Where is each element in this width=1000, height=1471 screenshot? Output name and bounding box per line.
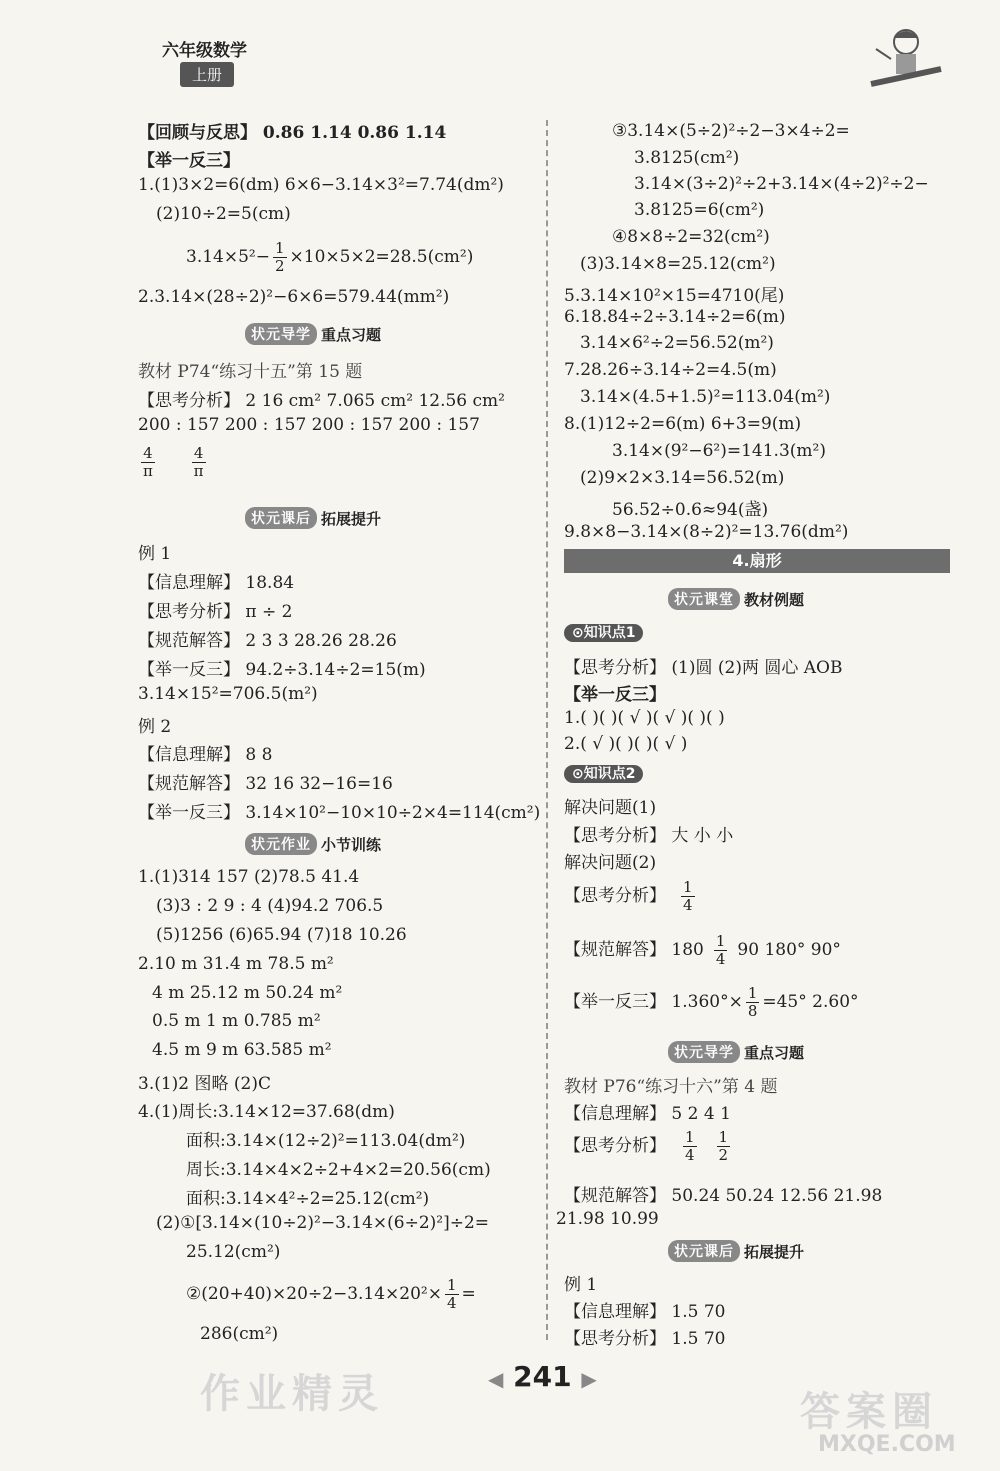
text-line: 【信息理解】 8 8 [138, 745, 273, 765]
text-line: 解决问题(2) [564, 853, 657, 873]
text-line: 2.( √ )( )( )( √ ) [564, 734, 688, 754]
text-line: 3.8125=6(cm²) [634, 200, 765, 220]
text-line: 【回顾与反思】 0.86 1.14 0.86 1.14 [138, 123, 447, 143]
column-divider [546, 120, 548, 1340]
text-line: (5)1256 (6)65.94 (7)18 10.26 [156, 925, 407, 945]
text-line: 【思考分析】 (1)圆 (2)两 圆心 AOB [564, 658, 843, 678]
text-line: 1.( )( )( √ )( √ )( )( ) [564, 708, 725, 728]
formula-line: 【规范解答】 180 $\frac{1}{4}$ 90 180° 90° [564, 932, 841, 968]
knowledge-point-badge: ⊙知识点2 [564, 763, 643, 783]
text-line: 【思考分析】 1.5 70 [564, 1329, 726, 1349]
text-line: 3.14×15²=706.5(m²) [138, 684, 318, 704]
text-line: 面积:3.14×(12÷2)²=113.04(dm²) [186, 1131, 466, 1151]
text-line: 【规范解答】 32 16 32−16=16 [138, 774, 393, 794]
text-line: 286(cm²) [200, 1324, 279, 1344]
text-line: (2)9×2×3.14=56.52(m) [580, 468, 785, 488]
text-line: 例 2 [138, 717, 172, 737]
text-line: (2)①[3.14×(10÷2)²−3.14×(6÷2)²]÷2= [156, 1213, 490, 1233]
text-line: 【举一反三】 [138, 151, 240, 171]
text-line: 1.(1)314 157 (2)78.5 41.4 [138, 867, 360, 887]
text-line: 21.98 10.99 [556, 1209, 659, 1229]
text-line: 9.8×8−3.14×(8÷2)²=13.76(dm²) [564, 522, 849, 542]
text-line: 8.(1)12÷2=6(m) 6+3=9(m) [564, 414, 802, 434]
text-line: 25.12(cm²) [186, 1242, 281, 1262]
text-line: 1.(1)3×2=6(dm) 6×6−3.14×3²=7.74(dm²) [138, 175, 504, 195]
text-line: 3.14×(4.5+1.5)²=113.04(m²) [580, 387, 831, 407]
watermark-text: 作业精灵 [200, 1371, 384, 1417]
formula-line: 【举一反三】 1.360°× $\frac{1}{8}$ =45° 2.60° [564, 984, 859, 1020]
section-title: 4.扇形 [564, 549, 950, 573]
watermark-logo: 答案圈 [800, 1389, 938, 1435]
section-banner: 状元课后 拓展提升 [668, 1239, 804, 1263]
text-line: 【思考分析】 2 16 cm² 7.065 cm² 12.56 cm² [138, 391, 505, 411]
text-line: ④8×8÷2=32(cm²) [612, 227, 770, 247]
section-banner: 状元课后 拓展提升 [245, 506, 381, 530]
text-line: 解决问题(1) [564, 798, 657, 818]
text-line: 3.14×6²÷2=56.52(m²) [580, 333, 774, 353]
text-line: 【规范解答】 2 3 3 28.26 28.26 [138, 631, 397, 651]
text-line: ③3.14×(5÷2)²÷2−3×4÷2= [612, 121, 850, 141]
text-line: 【信息理解】 18.84 [138, 573, 295, 593]
fractions-line: $\frac{4}{\pi}$ $\frac{4}{\pi}$ [143, 444, 204, 480]
knowledge-point-badge: ⊙知识点1 [564, 622, 643, 642]
text-line: 【举一反三】 3.14×10²−10×10÷2×4=114(cm²) [138, 803, 541, 823]
formula-line: ②(20+40)×20÷2−3.14×20²× $\frac{1}{4}$ = [186, 1276, 476, 1312]
formula-line: 【思考分析】 $\frac{1}{4}$ $\frac{1}{2}$ [564, 1128, 729, 1164]
text-line: 3.(1)2 图略 (2)C [138, 1074, 272, 1094]
text-line: 【思考分析】 π ÷ 2 [138, 602, 293, 622]
text-line: 3.14×(9²−6²)=141.3(m²) [612, 441, 826, 461]
text-line: 2.3.14×(28÷2)²−6×6=579.44(mm²) [138, 287, 450, 307]
section-banner: 状元导学 重点习题 [245, 322, 381, 346]
text-line: 【思考分析】 大 小 小 [564, 826, 734, 846]
formula-line: 3.14×5²− $\frac{1}{2}$ ×10×5×2=28.5(cm²) [186, 239, 474, 275]
text-line: 【举一反三】 94.2÷3.14÷2=15(m) [138, 660, 426, 680]
text-line: 0.5 m 1 m 0.785 m² [152, 1011, 321, 1031]
text-line: 4.(1)周长:3.14×12=37.68(dm) [138, 1102, 395, 1122]
arrow-left-icon: ◀ [488, 1367, 504, 1391]
text-line: 4 m 25.12 m 50.24 m² [152, 983, 343, 1003]
text-line: 5.3.14×10²×15=4710(尾) [564, 286, 785, 306]
text-line: 【信息理解】 1.5 70 [564, 1302, 726, 1322]
volume-tag: 上册 [180, 62, 234, 87]
section-banner: 状元课堂 教材例题 [668, 587, 804, 611]
text-line: (3)3.14×8=25.12(cm²) [580, 254, 776, 274]
text-line: 3.14×(3÷2)²÷2+3.14×(4÷2)²÷2− [634, 174, 929, 194]
watermark-url: MXQE.COM [818, 1432, 956, 1457]
text-line: 200 : 157 200 : 157 200 : 157 200 : 157 [138, 415, 480, 435]
text-line: 周长:3.14×4×2÷2+4×2=20.56(cm) [186, 1160, 491, 1180]
text-line: 56.52÷0.6≈94(盏) [612, 500, 769, 520]
section-banner: 状元作业 小节训练 [245, 832, 381, 856]
formula-line: 【思考分析】 $\frac{1}{4}$ [564, 878, 693, 914]
book-title: 六年级数学 [162, 41, 247, 61]
text-line: (2)10÷2=5(cm) [156, 204, 291, 224]
text-line: 4.5 m 9 m 63.585 m² [152, 1040, 332, 1060]
text-line: 面积:3.14×4²÷2=25.12(cm²) [186, 1189, 430, 1209]
text-line: 【规范解答】 50.24 50.24 12.56 21.98 [564, 1186, 883, 1206]
text-line: 【信息理解】 5 2 4 1 [564, 1104, 731, 1124]
text-line: 教材 P74“练习十五”第 15 题 [138, 362, 363, 382]
cartoon-mascot-icon [866, 24, 946, 94]
text-line: 6.18.84÷2÷3.14÷2=6(m) [564, 307, 786, 327]
page-number: ◀ 241 ▶ [488, 1360, 597, 1393]
text-line: 【举一反三】 [564, 685, 666, 705]
arrow-right-icon: ▶ [581, 1367, 597, 1391]
text-line: 2.10 m 31.4 m 78.5 m² [138, 954, 334, 974]
text-line: 3.8125(cm²) [634, 148, 740, 168]
section-banner: 状元导学 重点习题 [668, 1040, 804, 1064]
text-line: 例 1 [564, 1275, 598, 1295]
text-line: 7.28.26÷3.14÷2=4.5(m) [564, 360, 777, 380]
text-line: 教材 P76“练习十六”第 4 题 [564, 1077, 778, 1097]
text-line: 例 1 [138, 544, 172, 564]
text-line: (3)3 : 2 9 : 4 (4)94.2 706.5 [156, 896, 384, 916]
